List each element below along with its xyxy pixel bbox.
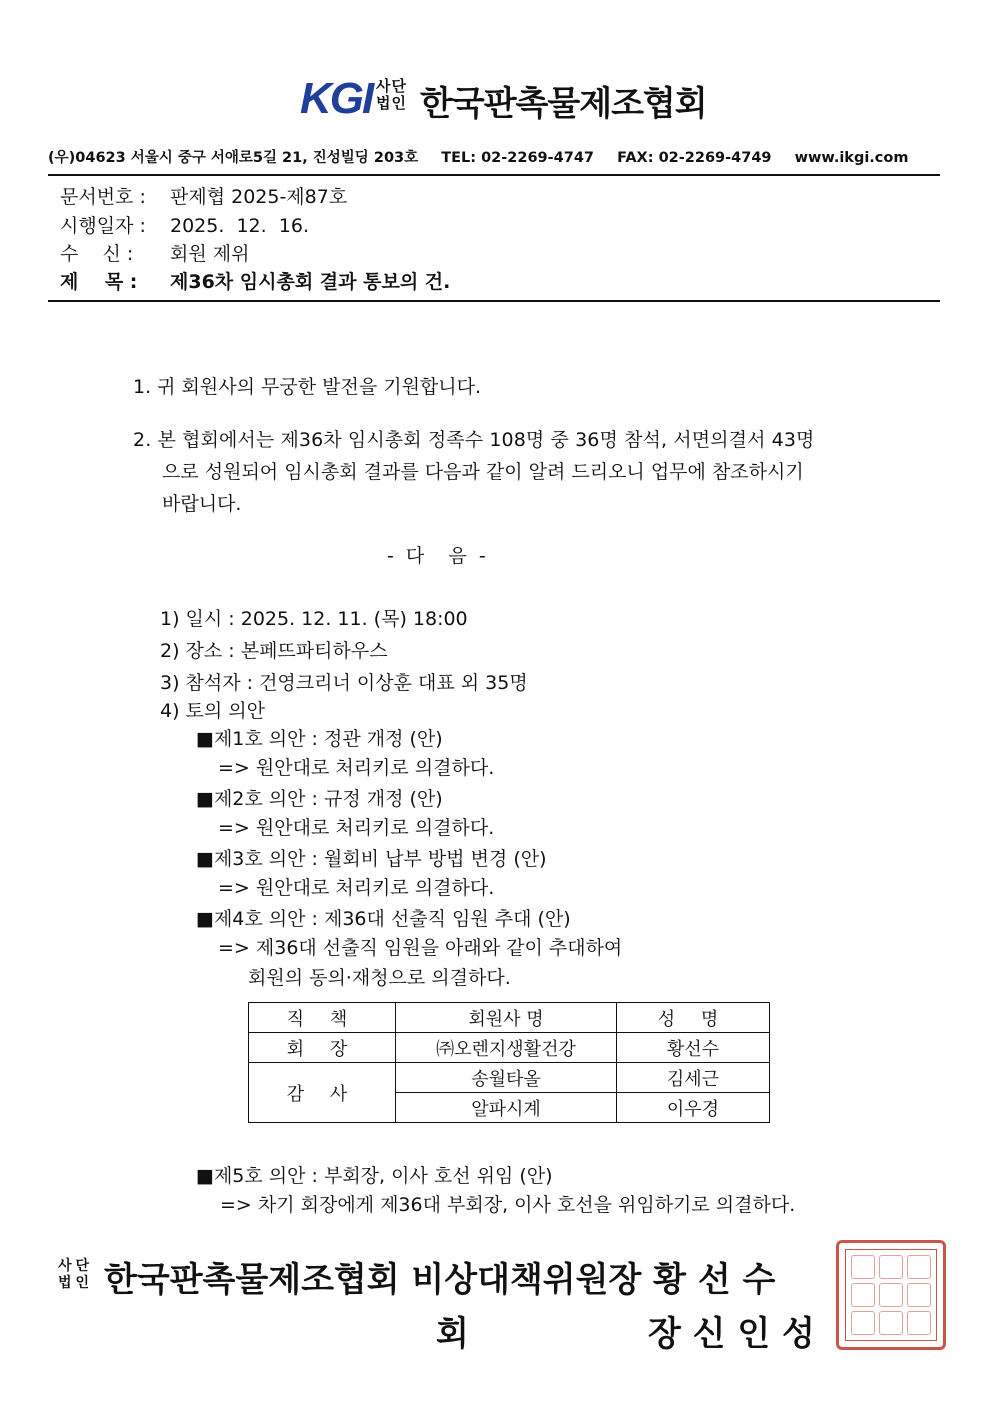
paragraph-2-line-2: 으로 성원되어 임시총회 결과를 다음과 같이 알려 드리오니 업무에 참조하시기 — [162, 461, 804, 483]
agenda-5: ■제5호 의안 : 부회장, 이사 호선 위임 (안) — [196, 1165, 553, 1187]
logo-corp-label: 사단법인 — [376, 77, 407, 112]
table-header-company: 회원사 명 — [396, 1003, 617, 1033]
paragraph-1: 1. 귀 회원사의 무궁한 발전을 기원합니다. — [133, 376, 482, 398]
doc-number-label: 문서번호 : — [60, 186, 146, 208]
date: 2025. 12. 16. — [170, 215, 309, 237]
recipient-row — [60, 239, 249, 266]
table-header-row — [249, 1003, 770, 1033]
date-row — [60, 211, 309, 238]
table-row — [249, 1063, 770, 1093]
agenda-3-result: => 원안대로 처리키로 의결하다. — [218, 877, 495, 899]
officers-table — [248, 1002, 770, 1123]
table-cell-company: 알파시계 — [396, 1093, 617, 1123]
table-cell-name: 황선수 — [617, 1033, 770, 1063]
table-cell-company: ㈜오렌지생활건강 — [396, 1033, 617, 1063]
agenda-1-result: => 원안대로 처리키로 의결하다. — [218, 757, 495, 779]
agenda-4-result-1: => 제36대 선출직 임원을 아래와 같이 추대하여 — [218, 937, 623, 959]
item-agenda: 4) 토의 의안 — [160, 700, 265, 722]
agenda-5-result: => 차기 회장에게 제36대 부회장, 이사 호선을 위임하기로 의결하다. — [220, 1194, 796, 1216]
table-cell-company: 송월타올 — [396, 1063, 617, 1093]
agenda-4: ■제4호 의안 : 제36대 선출직 임원 추대 (안) — [196, 908, 571, 930]
item-venue: 2) 장소 : 본페뜨파티하우스 — [160, 640, 388, 662]
subject: 제36차 임시총회 결과 통보의 건. — [170, 271, 451, 293]
kgi-logo-mark: KGI — [300, 74, 373, 123]
address-line — [48, 146, 926, 167]
header-divider — [48, 174, 940, 176]
item-attendees: 3) 참석자 : 건영크리너 이상훈 대표 외 35명 — [160, 672, 528, 694]
item-datetime: 1) 일시 : 2025. 12. 11. (목) 18:00 — [160, 608, 468, 630]
agenda-3: ■제3호 의안 : 월회비 납부 방법 변경 (안) — [196, 848, 547, 870]
fax: FAX: 02-2269-4749 — [617, 150, 772, 166]
paragraph-2-line-3: 바랍니다. — [162, 493, 242, 515]
subject-label: 제 목 : — [60, 271, 138, 293]
paragraph-2-line-1: 2. 본 협회에서는 제36차 임시총회 정족수 108명 중 36명 참석, 서면의결서 43명 — [133, 429, 815, 451]
official-seal-icon — [836, 1240, 946, 1350]
website: www.ikgi.com — [794, 150, 909, 166]
footer-title-b: 장 신 인 성 — [648, 1314, 815, 1354]
table-row — [249, 1033, 770, 1063]
agenda-2: ■제2호 의안 : 규정 개정 (안) — [196, 788, 443, 810]
logo-org-name: 한국판촉물제조협회 — [420, 84, 707, 124]
table-cell-position: 감 사 — [249, 1063, 396, 1123]
footer-title-a: 회 — [436, 1314, 469, 1354]
agenda-4-result-2: 회원의 동의·재청으로 의결하다. — [248, 967, 511, 989]
footer-corp-label: 사단법인 — [58, 1258, 94, 1291]
section-heading: - 다 음 - — [387, 545, 486, 567]
table-header-position: 직 책 — [249, 1003, 396, 1033]
recipient: 회원 제위 — [170, 243, 250, 265]
agenda-1: ■제1호 의안 : 정관 개정 (안) — [196, 728, 443, 750]
doc-number: 판제협 2025-제87호 — [170, 186, 348, 208]
table-cell-position: 회 장 — [249, 1033, 396, 1063]
seal-pattern — [849, 1253, 933, 1337]
meta-divider — [48, 300, 940, 302]
recipient-label: 수 신 : — [60, 243, 134, 265]
doc-number-row — [60, 182, 347, 209]
subject-row — [60, 267, 450, 294]
footer-signatory: 한국판촉물제조협회 비상대책위원장 황 선 수 — [104, 1260, 776, 1300]
tel: TEL: 02-2269-4747 — [441, 150, 595, 166]
table-cell-name: 이우경 — [617, 1093, 770, 1123]
table-header-name: 성 명 — [617, 1003, 770, 1033]
agenda-2-result: => 원안대로 처리키로 의결하다. — [218, 817, 495, 839]
postal-address: (우)04623 서울시 중구 서애로5길 21, 진성빌딩 203호 — [48, 150, 419, 166]
date-label: 시행일자 : — [60, 215, 146, 237]
table-cell-name: 김세근 — [617, 1063, 770, 1093]
